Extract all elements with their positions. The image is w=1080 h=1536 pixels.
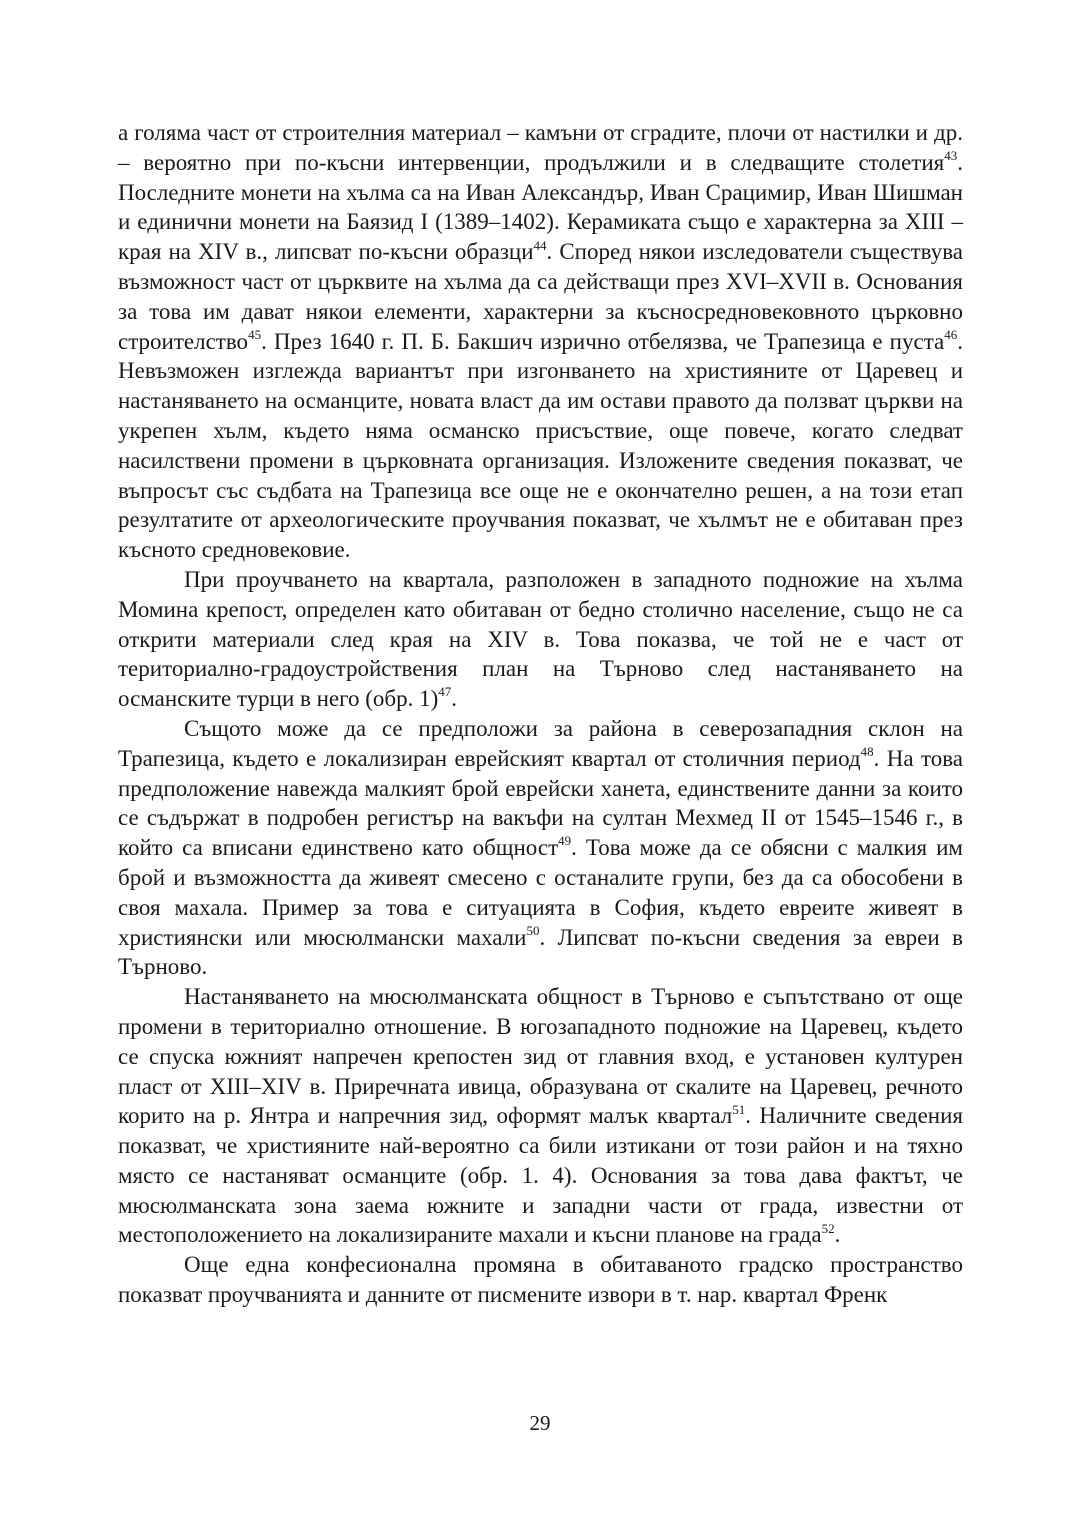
paragraph xyxy=(118,714,963,982)
paragraph xyxy=(118,1250,963,1310)
paragraph xyxy=(118,982,963,1250)
paragraph-text: При проучването на квартала, разположен в западното подножие на хълма Момина крепост, определен като обитаван от бедно столично население, също не са открити материали след края на XIV в. Това показва, че той не е част от териториално-градоустройствения план на Търново след настаняването на османските турци в него (обр. 1) xyxy=(118,566,963,712)
page-number: 29 xyxy=(529,1411,551,1435)
paragraph-text: Още една конфесионална промяна в обитаваното градско пространство показват проучванията и данните от писмените извори в т. нар. квартал Френк xyxy=(118,1252,963,1308)
paragraph-text: . Липсват по-късни сведения за евреи в Търново. xyxy=(118,924,963,980)
footnote-ref: 51 xyxy=(732,1101,746,1117)
footnote-ref: 44 xyxy=(533,237,547,253)
footnote-ref: 48 xyxy=(860,744,874,760)
footnote-ref: 49 xyxy=(558,833,572,849)
paragraph-text: . Това може да се обясни с малкия им брой и възможността да живеят смесено с останалите групи, без да са обособени в своя махала. Пример за това е ситуацията в София, където евреите живеят в християнски или мюсюлмански махали xyxy=(118,835,963,950)
paragraph-text: . На това предположение навежда малкият брой еврейски ханета, единствените данни за които се съдържат в подробен регистър на вакъфи на султан Мехмед II от 1545–1546 г., в който са вписани единствено като общност xyxy=(118,745,963,861)
paragraph-text: . xyxy=(834,1222,841,1248)
paragraph-text: . Наличните сведения показват, че християните най-вероятно са били изтикани от този район и на тяхно място се настаняват османците (обр. 1. 4). Основания за това дава фактът, че мюсюлманската зона заема южните и западни части от града, известни от местоположението на локализираните махали и късни планове на града xyxy=(118,1103,963,1248)
footnote-ref: 46 xyxy=(944,326,958,342)
paragraph-text: а голяма част от строителния материал – камъни от сградите, плочи от настилки и др. – вероятно при по-късни интервенции, продължили и в следващите столетия xyxy=(118,120,963,175)
footnote-ref: 47 xyxy=(438,684,452,700)
paragraph-text: . Според някои изследователи съществува възможност част от църквите на хълма да са действащи през XVI–XVII в. Основания за това им дават някои елементи, характерни за късносредновековното църковно строителство xyxy=(118,239,963,354)
paragraph-text: Същото може да се предположи за района в северозападния склон на Трапезица, където е локализиран еврейският квартал от столичния период xyxy=(118,715,963,771)
paragraph-text: . xyxy=(451,686,458,712)
paragraph xyxy=(118,118,963,565)
footnote-ref: 45 xyxy=(248,326,262,342)
paragraph-text: . Последните монети на хълма са на Иван Александър, Иван Срацимир, Иван Шишман и единични монети на Баязид I (1389–1402). Керамиката също е характерна за XIII – края на XIV в., липсват по-късни образци xyxy=(118,149,963,265)
page-body xyxy=(118,118,963,1310)
paragraph-text: Настаняването на мюсюлманската общност в Търново е съпътствано от още промени в териториално отношение. В югозападното подножие на Царевец, където се спуска южният напречен крепостен зид от главния вход, е установен културен пласт от XIII–XIV в. Приречната ивица, образувана от скалите на Царевец, речното корито на р. Янтра и напречния зид, оформят малък квартал xyxy=(118,984,963,1129)
footnote-ref: 50 xyxy=(526,922,540,938)
paragraph xyxy=(118,565,963,714)
paragraph-text: . Невъзможен изглежда вариантът при изгонването на християните от Царевец и настаняването на османците, новата власт да им остави правото да ползват църкви на укрепен хълм, където няма османско присъствие, още повече, когато следват насилствени промени в църковната организация. Изложените сведения показват, че въпросът със съдбата на Трапезица все още не е окончателно решен, а на този етап резултатите от археологическите проучвания показват, че хълмът не е обитаван през късното средновековие. xyxy=(118,328,963,563)
footnote-ref: 52 xyxy=(821,1220,835,1236)
footnote-ref: 43 xyxy=(944,148,958,164)
paragraph-text: . През 1640 г. П. Б. Бакшич изрично отбелязва, че Трапезица е пуста xyxy=(261,328,945,354)
